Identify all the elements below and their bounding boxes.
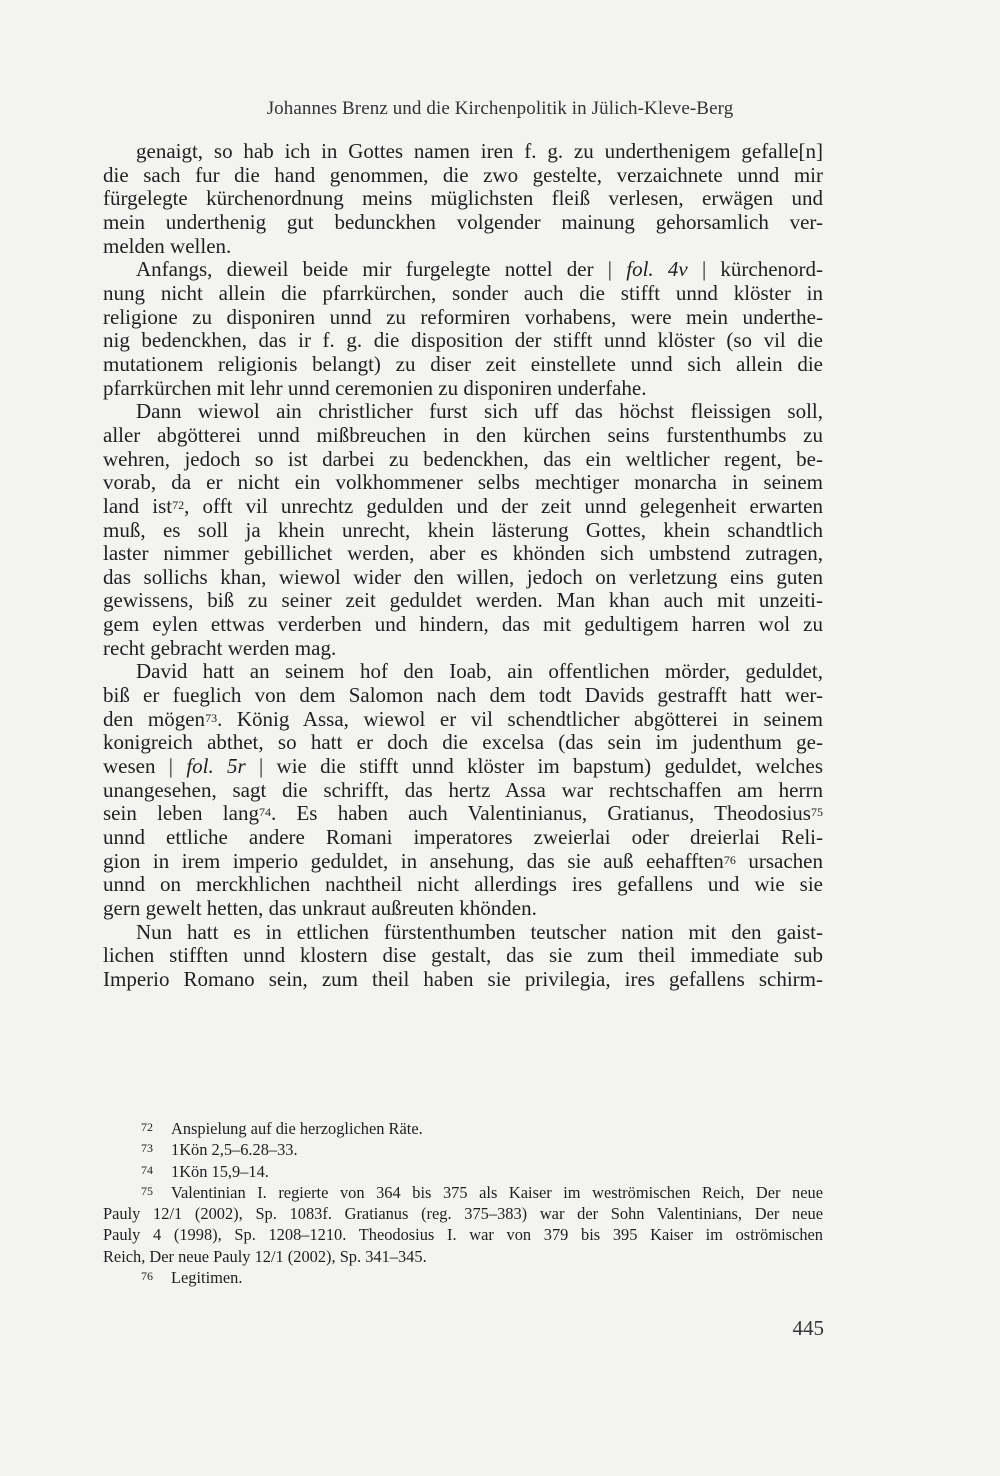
footnote-line: 73 1Kön 2,5–6.28–33. <box>141 1140 298 1160</box>
text-line <box>103 755 823 779</box>
footnote-text: 1Kön 15,9–14. <box>171 1161 269 1181</box>
text-fragment: wesen | <box>103 754 187 779</box>
text-line: die sach fur die hand genommen, die zwo gestelte, verzaichnete unnd mir <box>103 162 823 187</box>
page-number: 445 <box>792 1316 824 1340</box>
paragraph <box>103 660 823 920</box>
footnote-line <box>103 1246 823 1267</box>
footnote-marker: 72 <box>172 497 185 512</box>
text-line: muß, es soll ja khein unrecht, khein lästerung Gottes, khein schandtlich <box>103 517 823 542</box>
main-text <box>103 140 823 992</box>
footnote-line: 75 Valentinian I. regierte von 364 bis 375 als Kaiser im weströmischen Reich, Der neue <box>141 1182 823 1202</box>
footnote-line: 74 1Kön 15,9–14. <box>141 1161 269 1181</box>
text-line: fürgelegte kürchenordnung meins müglichsten fleiß verlesen, erwägen und <box>103 186 823 211</box>
text-line: nung nicht allein die pfarrkürchen, sonder auch die stifft unnd klöster in <box>103 280 823 305</box>
footnote-text: Legitimen. <box>171 1268 243 1288</box>
text-fragment: land ist <box>103 493 173 518</box>
text-line: aller abgötterei unnd mißbreuchen in den kürchen seins furstenthumbs zu <box>103 422 823 447</box>
footnote-line: 76 Legitimen. <box>141 1268 243 1288</box>
text-line: unnd on merckhlichen nachtheil nicht allerdings ires gefallens und wie sie <box>103 872 823 897</box>
footnote-text: Reich, Der neue Pauly 12/1 (2002), Sp. 341–345. <box>103 1246 427 1266</box>
footnote <box>103 1182 823 1267</box>
text-line <box>103 708 823 732</box>
text-line <box>103 495 823 519</box>
text-line: gem eylen ettwas verderben und hindern, das mit gedultigem harren wol zu <box>103 612 823 637</box>
text-line: pfarrkürchen mit lehr unnd ceremonien zu disponiren underfahe. <box>103 375 647 400</box>
text-line: biß er fueglich von dem Salomon nach dem todt Davids gestrafft hatt wer- <box>103 683 823 708</box>
footnote <box>103 1267 823 1288</box>
paragraph <box>103 140 823 258</box>
footnote <box>103 1161 823 1182</box>
text-line: religione zu disponiren unnd zu reformiren vorhabens, were mein underthe- <box>103 304 823 329</box>
text-line <box>103 258 823 282</box>
text-fragment: | wie die stifft unnd klöster im bapstum) geduldet, welches <box>245 754 823 779</box>
footnote-text: Valentinian I. regierte von 364 bis 375 als Kaiser im weströmischen Reich, Der neue <box>171 1182 823 1202</box>
running-header: Johannes Brenz und die Kirchenpolitik in Jülich-Kleve-Berg <box>266 98 734 119</box>
text-fragment: Anfangs, dieweil beide mir furgelegte nottel der | <box>136 257 627 282</box>
text-line: David hatt an seinem hof den Ioab, ain offentlichen mörder, geduldet, <box>136 659 823 684</box>
footnote <box>103 1118 823 1139</box>
text-fragment: ursachen <box>735 848 823 873</box>
paragraph <box>103 921 823 992</box>
text-fragment: . König Assa, wiewol er vil schendtlicher abgötterei in seinem <box>217 706 823 731</box>
footnote-text: Anspielung auf die herzoglichen Räte. <box>171 1119 423 1138</box>
footnote-text: 1Kön 2,5–6.28–33. <box>171 1140 298 1160</box>
text-line: mein underthenig gut bedunckhen volgender mainung gehorsamlich ver- <box>103 209 823 234</box>
text-line: das sollichs khan, wiewol wider den willen, jedoch on verletzung eins guten <box>103 564 823 589</box>
text-line: konigreich abthet, so hatt er doch die excelsa (das sein im judenthum ge- <box>103 730 823 755</box>
text-line: mutationem religionis belangt) zu diser zeit einstellete unnd sich allein die <box>103 351 823 376</box>
text-line: Dann wiewol ain christlicher furst sich uff das höchst fleissigen soll, <box>136 399 823 424</box>
text-line: wehren, jedoch so ist darbei zu bedenckhen, das ein weltlicher regent, be- <box>103 446 823 471</box>
footnote-text: Pauly 12/1 (2002), Sp. 1083f. Gratianus (reg. 375–383) war der Sohn Valentinians, Der neue <box>103 1204 823 1224</box>
footnote-marker: 74 <box>258 805 271 820</box>
text-fragment: . Es haben auch Valentinianus, Gratianus, Theodosius <box>270 801 811 826</box>
paragraph <box>103 400 823 660</box>
text-fragment: , offt vil unrechtz gedulden und der zeit unnd gelegenheit erwarten <box>184 493 823 518</box>
footnote-marker: 73 <box>205 710 218 725</box>
text-line: laster nimmer gebillichet werden, aber es khönden sich umbstend zutragen, <box>103 541 823 566</box>
text-fragment: | kürchenord- <box>687 257 823 282</box>
footnote-marker: 75 <box>810 805 823 820</box>
text-line: unangesehen, sagt die schrifft, das hertz Assa war rechtschaffen am herrn <box>103 777 823 802</box>
text-line: Nun hatt es in ettlichen fürstenthumben teutscher nation mit den gaist- <box>136 919 823 944</box>
footnotes <box>103 1118 823 1288</box>
text-line: melden wellen. <box>103 233 232 258</box>
text-line: genaigt, so hab ich in Gottes namen iren f. g. zu underthenigem gefalle[n] <box>136 139 823 163</box>
text-fragment: gion in irem imperio geduldet, in ansehung, das sie auß eehafften <box>103 848 724 873</box>
text-line: vorab, da er nicht ein volkhommener selbs mechtiger monarcha in seinem <box>103 470 823 495</box>
text-line: gewissens, biß zu seiner zeit geduldet werden. Man khan auch mit unzeiti- <box>103 588 823 613</box>
folio-reference: fol. 4v <box>626 257 688 282</box>
text-line: recht gebracht werden mag. <box>103 635 337 660</box>
text-fragment: den mögen <box>103 706 206 731</box>
paragraph <box>103 258 823 400</box>
text-line: lichen stifften unnd klostern dise gestalt, das sie zum theil immediate sub <box>103 943 823 968</box>
footnote <box>103 1139 823 1160</box>
footnote-line <box>103 1224 823 1245</box>
text-line: unnd ettliche andere Romani imperatores zweierlai oder dreierlai Reli- <box>103 825 823 850</box>
text-line <box>103 850 823 874</box>
text-fragment: sein leben lang <box>103 801 259 826</box>
text-line: gern gewelt hetten, das unkraut außreuten khönden. <box>103 896 537 920</box>
folio-reference: fol. 5r <box>186 754 246 779</box>
text-line: nig bedenckhen, das ir f. g. die disposition der stifft unnd klöster (so vil die <box>103 328 823 353</box>
footnote-line <box>103 1203 823 1224</box>
text-line: Imperio Romano sein, zum theil haben sie privilegia, ires gefallens schirm- <box>103 966 823 991</box>
footnote-text: Pauly 4 (1998), Sp. 1208–1210. Theodosius I. war von 379 bis 395 Kaiser im oströmischen <box>103 1225 823 1245</box>
footnote-line: 72 Anspielung auf die herzoglichen Räte. <box>141 1119 423 1138</box>
text-line <box>103 802 823 826</box>
footnote-marker: 76 <box>723 852 736 867</box>
